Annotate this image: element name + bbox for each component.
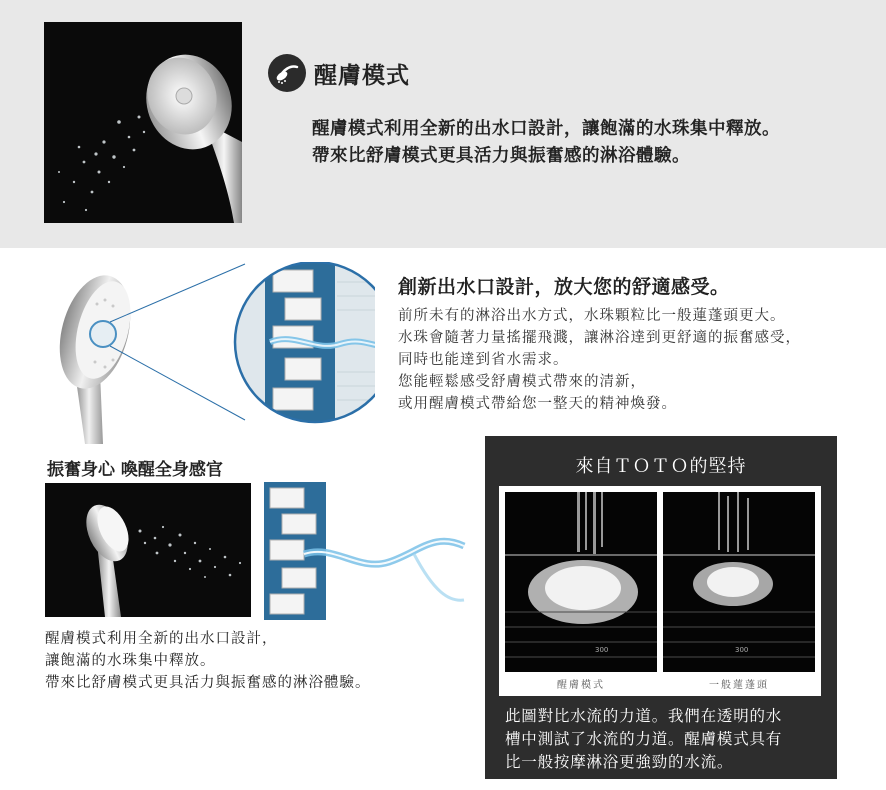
spray-photo (45, 483, 251, 617)
energize-line: 帶來比舒膚模式更具活力與振奮感的淋浴體驗。 (45, 675, 371, 691)
energize-description (45, 628, 371, 694)
outlet-line: 您能輕鬆感受舒膚模式帶來的清新， (398, 374, 646, 390)
toto-caption-line: 此圖對比水流的力道。我們在透明的水 (505, 707, 783, 725)
hero-line: 帶來比舒膚模式更具活力與振奮感的淋浴體驗。 (312, 146, 690, 166)
tank-photo-energize (505, 492, 657, 672)
outlet-zoom-diagram (45, 262, 375, 444)
energize-line: 醒膚模式利用全新的出水口設計， (45, 631, 278, 647)
tank-label-energize: 醒膚模式 (557, 680, 605, 691)
energize-line: 讓飽滿的水珠集中釋放。 (45, 653, 216, 669)
tank-comparison-card (499, 486, 821, 696)
toto-caption-line: 比一般按摩淋浴更強勁的水流。 (505, 753, 734, 771)
outlet-line: 或用醒膚模式帶給您一整天的精神煥發。 (398, 396, 677, 412)
scale-mark-right: 300 (735, 646, 749, 654)
toto-caption-line: 槽中測試了水流的力道。醒膚模式具有 (505, 730, 783, 748)
hero-line: 醒膚模式利用全新的出水口設計，讓飽滿的水珠集中釋放。 (312, 119, 780, 139)
tank-label-normal: 一般蓮蓬頭 (709, 680, 769, 691)
outlet-title: 創新出水口設計，放大您的舒適感受。 (398, 276, 730, 298)
toto-comparison-panel (485, 436, 837, 779)
energize-title: 振奮身心 喚醒全身感官 (47, 460, 223, 480)
hero-title-row (268, 54, 410, 92)
hero-description (312, 116, 780, 170)
water-flow-diagram (264, 482, 474, 620)
tank-photo-normal (663, 492, 815, 672)
toto-title: 來自ＴＯＴＯ的堅持 (575, 456, 747, 477)
outlet-description (398, 305, 801, 415)
scale-mark-left: 300 (595, 646, 609, 654)
outlet-line: 同時也能達到省水需求。 (398, 352, 569, 368)
shower-head-icon (268, 54, 306, 92)
toto-caption (505, 705, 782, 774)
hero-shower-photo (44, 22, 242, 223)
outlet-line: 水珠會隨著力量搖擺飛濺，讓淋浴達到更舒適的振奮感受， (398, 330, 801, 346)
hero-title: 醒膚模式 (314, 62, 410, 89)
outlet-line: 前所未有的淋浴出水方式，水珠顆粒比一般蓮蓬頭更大。 (398, 308, 786, 324)
